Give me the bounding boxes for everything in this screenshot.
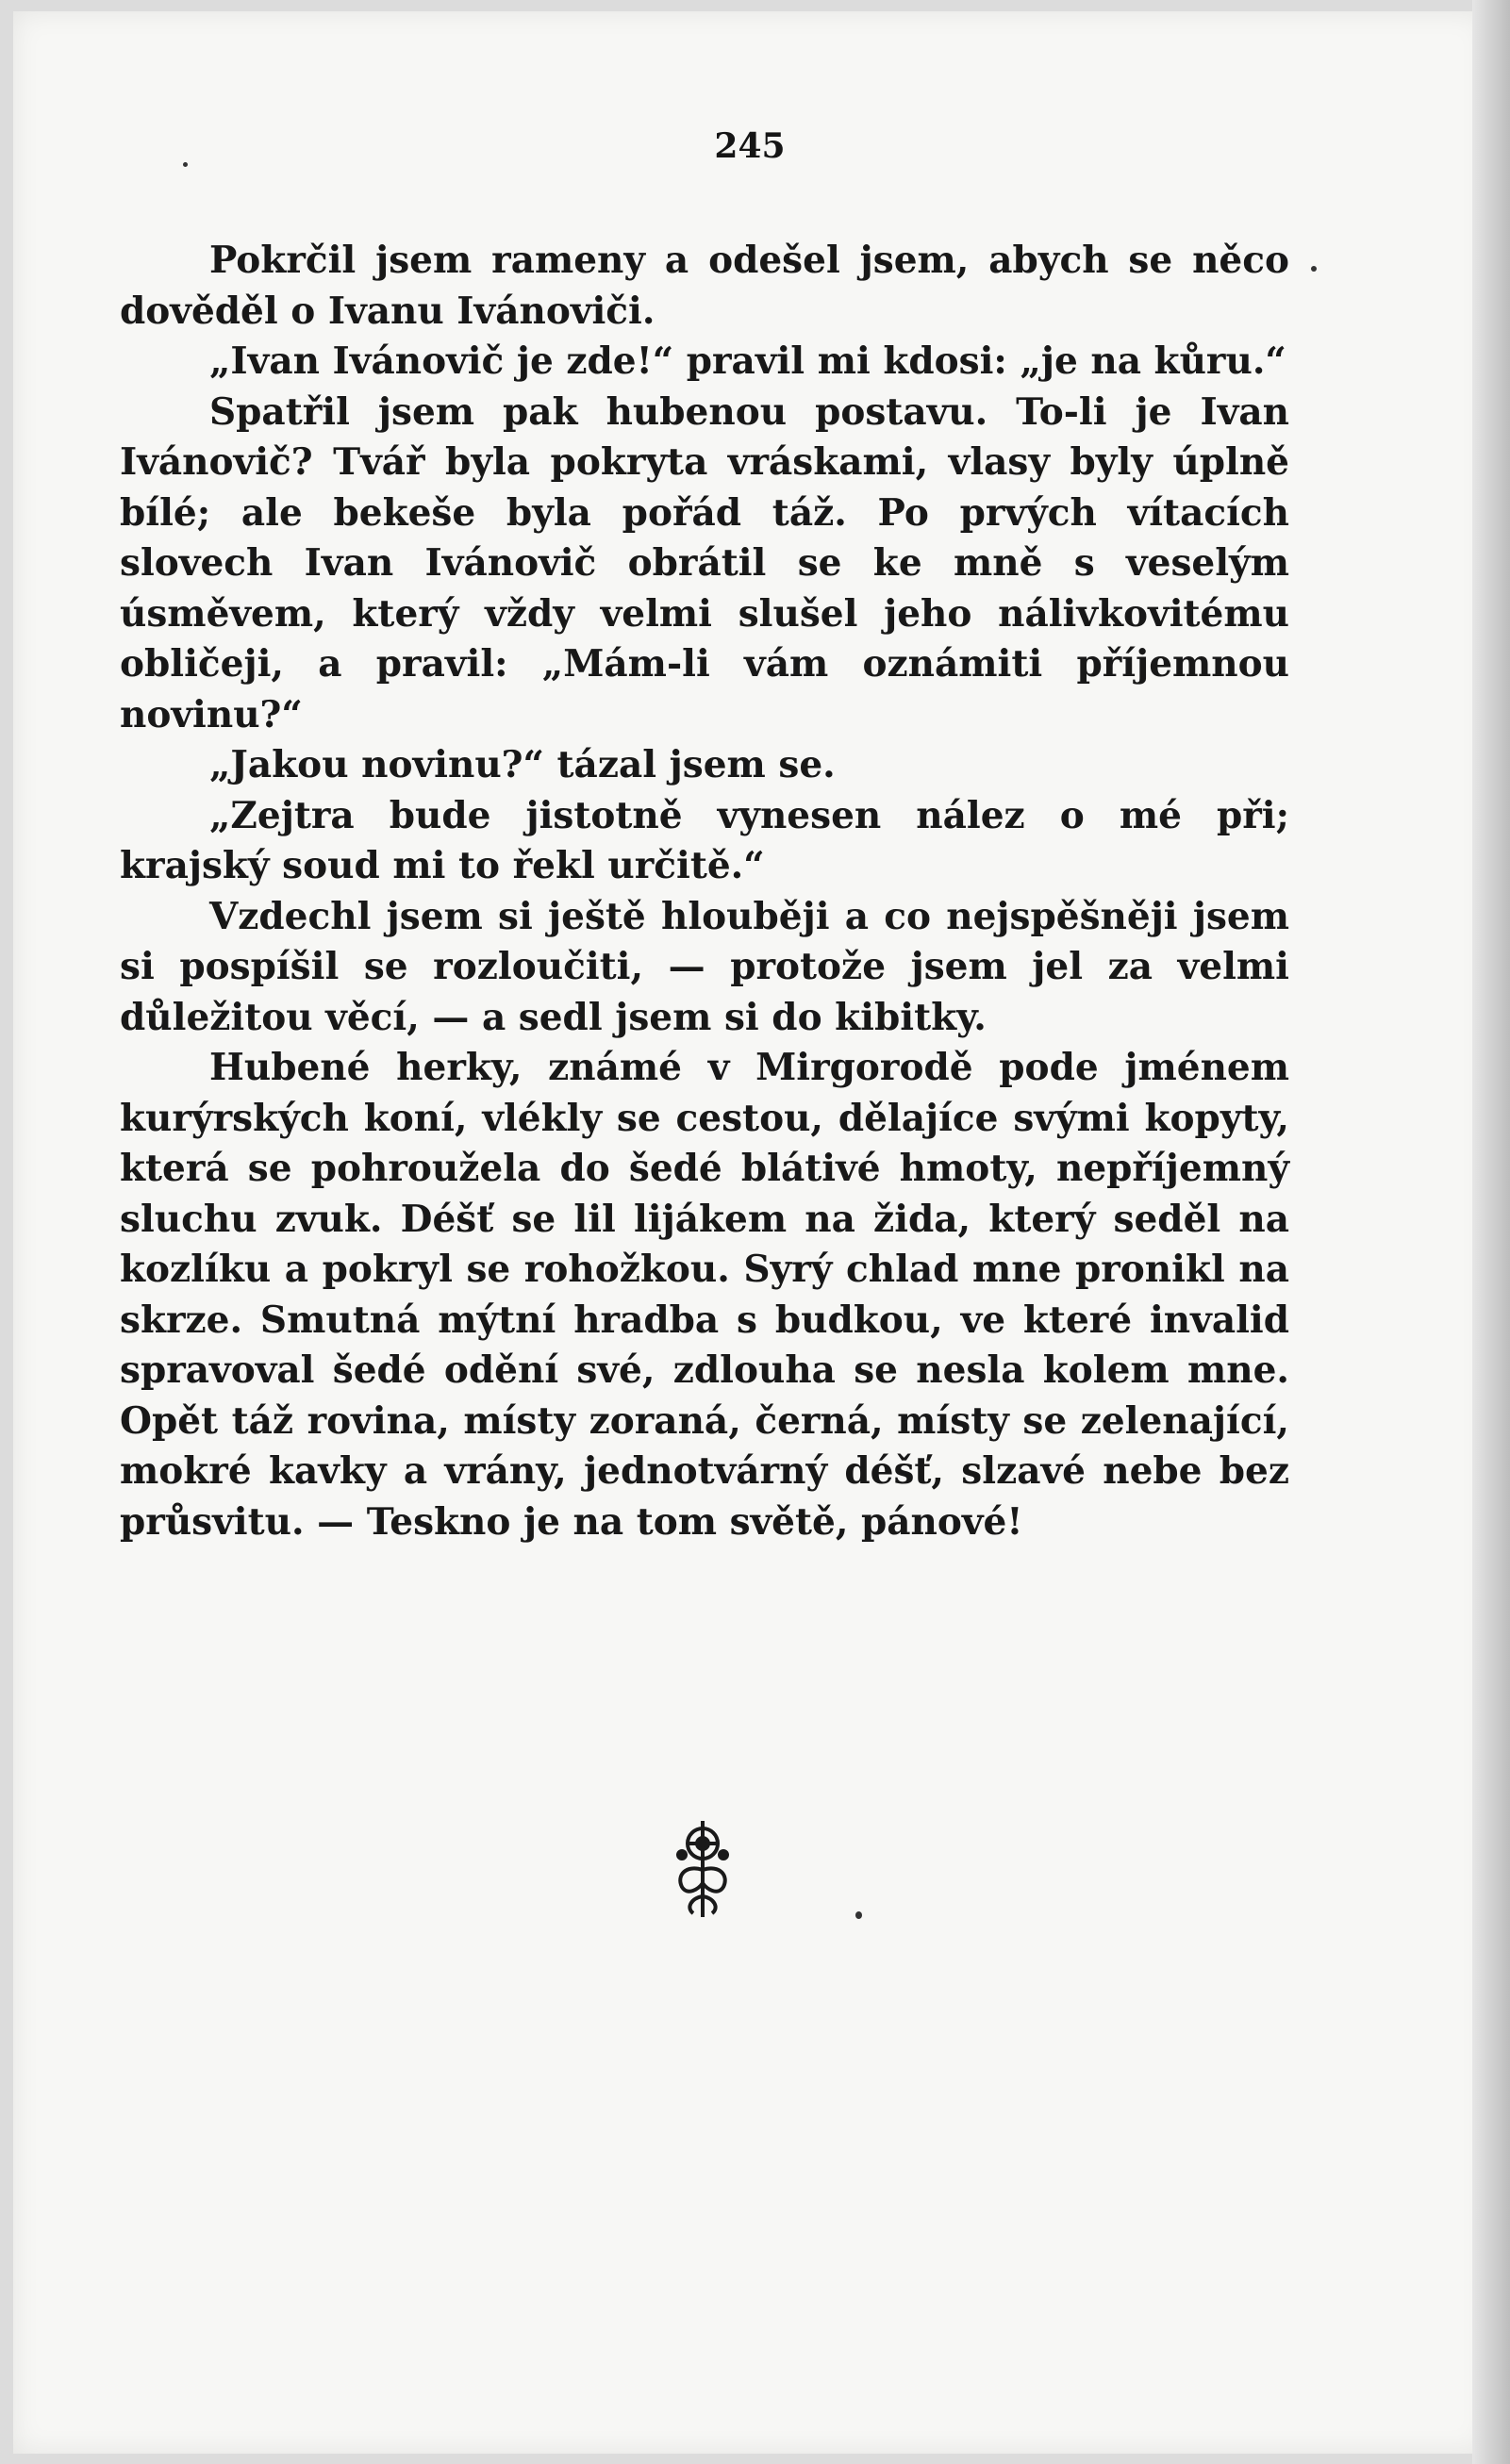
body-text	[120, 236, 1289, 1547]
page-number: 245	[714, 126, 786, 166]
floral-ornament-icon	[669, 1817, 737, 1921]
page-edge-shadow	[1472, 0, 1510, 2464]
paragraph-3: Spatřil jsem pak hubenou postavu. To-li je Ivan Ivánovič? Tvář byla pokryta vráskami, vlasy byly úplně bílé; ale bekeše byla pořád táž. Po prvých vítacích slovech Ivan Ivánovič obrátil se ke mně s veselým úsměvem, který vždy velmi slušel jeho nálivkovitému obličeji, a pravil: „Mám-li vám oznámiti příjemnou novinu?“	[120, 389, 1289, 736]
paragraph-2: „Ivan Ivánovič je zde!“ pravil mi kdosi: „je na kůru.“	[209, 339, 1286, 383]
paragraph-1: Pokrčil jsem rameny a odešel jsem, abych se něco dověděl o Ivanu Ivánoviči.	[120, 239, 1289, 333]
paragraph-7: Hubené herky, známé v Mirgorodě pode jménem kurýrských koní, vlékly se cestou, dělajíce svými kopyty, která se pohroužela do šedé blátivé hmoty, nepříjemný sluchu zvuk. Déšť se lil lijákem na žida, který seděl na kozlíku a pokryl se rohožkou. Syrý chlad mne pronikl na skrze. Smutná mýtní hradba s budkou, ve které invalid spravoval šedé odění své, zdlouha se nesla kolem mne. Opět táž rovina, místy zoraná, černá, místy se zelenající, mokré kavky a vrány, jednotvárný déšť, slzavé nebe bez průsvitu. — Teskno je na tom světě, pánové!	[120, 1046, 1289, 1544]
print-speck	[183, 162, 188, 167]
book-page	[13, 11, 1486, 2454]
paragraph-4: „Jakou novinu?“ tázal jsem se.	[209, 743, 836, 786]
print-speck	[1311, 266, 1317, 272]
paragraph-5: „Zejtra bude jistotně vynesen nález o mé při; krajský soud mi to řekl určitě.“	[120, 793, 1289, 887]
paragraph-6: Vzdechl jsem si ještě hlouběji a co nejspěšněji jsem si pospíšil se rozloučiti, — protože jsem jel za velmi důležitou věcí, — a sedl jsem si do kibitky.	[120, 894, 1289, 1039]
print-speck	[855, 1911, 862, 1919]
